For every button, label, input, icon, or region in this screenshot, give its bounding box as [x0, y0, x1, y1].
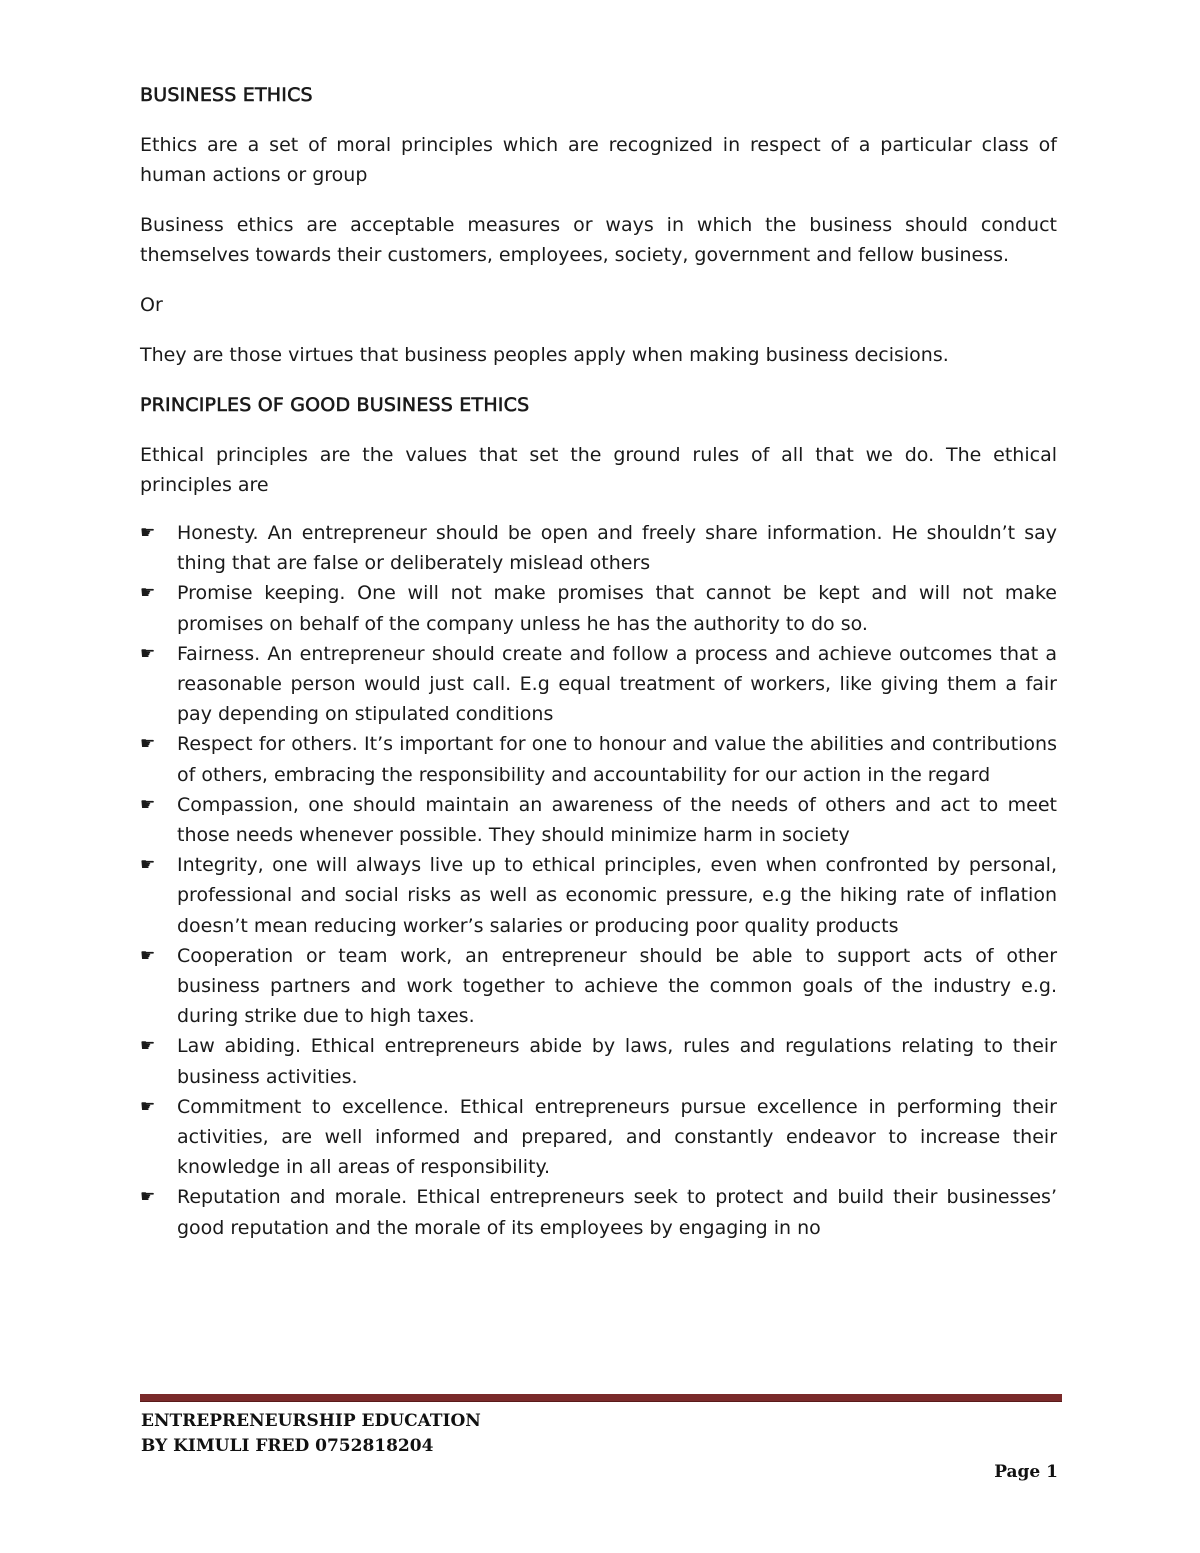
heading-business-ethics: BUSINESS ETHICS [140, 84, 313, 106]
footer-course-title: ENTREPRENEURSHIP EDUCATION [141, 1411, 481, 1431]
pointing-hand-icon: ☛ [140, 734, 156, 755]
pointing-hand-icon: ☛ [140, 643, 156, 664]
pointing-hand-icon: ☛ [140, 583, 156, 604]
pointing-hand-icon: ☛ [140, 1096, 156, 1117]
list-item-text: Law abiding. Ethical entrepreneurs abide by laws, rules and regulations relating to their business activities. [177, 1035, 1057, 1088]
page-number: Page 1 [994, 1462, 1058, 1482]
list-item-text: Cooperation or team work, an entrepreneur should be able to support acts of other business partners and work together to achieve the common goals of the industry e.g. during strike due to high taxes. [177, 944, 1057, 1028]
list-item-text: Fairness. An entrepreneur should create and follow a process and achieve outcomes that a reasonable person would just call. E.g equal treatment of workers, like giving them a fair pay depending on stipulated conditions [177, 642, 1057, 726]
list-item [140, 729, 1057, 789]
list-item-text: Respect for others. It’s important for one to honour and value the abilities and contributions of others, embracing the responsibility and accountability for our action in the regard [177, 733, 1057, 786]
pointing-hand-icon: ☛ [140, 1036, 156, 1057]
list-item-text: Reputation and morale. Ethical entrepreneurs seek to protect and build their businesses’ good reputation and the morale of its employees by engaging in no [177, 1186, 1057, 1239]
principles-list [140, 518, 1057, 1243]
list-item [140, 1031, 1057, 1091]
paragraph-business-ethics-definition: Business ethics are acceptable measures or ways in which the business should conduct themselves towards their customers, employees, society, government and fellow business. [140, 214, 1057, 266]
list-item [140, 941, 1057, 1032]
list-item [140, 578, 1057, 638]
list-item [140, 518, 1057, 578]
paragraph-principles-intro: Ethical principles are the values that set the ground rules of all that we do. The ethical principles are [140, 444, 1057, 496]
paragraph-or: Or [140, 294, 163, 316]
footer-author: BY KIMULI FRED 0752818204 [141, 1436, 434, 1456]
pointing-hand-icon: ☛ [140, 945, 156, 966]
list-item-text: Promise keeping. One will not make promises that cannot be kept and will not make promises on behalf of the company unless he has the authority to do so. [177, 582, 1057, 635]
pointing-hand-icon: ☛ [140, 1187, 156, 1208]
list-item [140, 639, 1057, 730]
list-item-text: Compassion, one should maintain an awareness of the needs of others and act to meet those needs whenever possible. They should minimize harm in society [177, 793, 1057, 847]
list-item [140, 1182, 1057, 1242]
heading-principles: PRINCIPLES OF GOOD BUSINESS ETHICS [140, 394, 530, 416]
list-item [140, 1092, 1057, 1183]
pointing-hand-icon: ☛ [140, 794, 156, 815]
list-item [140, 790, 1057, 850]
paragraph-virtues: They are those virtues that business peoples apply when making business decisions. [140, 344, 949, 366]
paragraph-ethics-definition: Ethics are a set of moral principles which are recognized in respect of a particular class of human actions or group [140, 134, 1057, 186]
footer-divider [140, 1394, 1062, 1402]
list-item-text: Commitment to excellence. Ethical entrepreneurs pursue excellence in performing their activities, are well informed and prepared, and constantly endeavor to increase their knowledge in all areas of responsibility. [177, 1095, 1057, 1179]
pointing-hand-icon: ☛ [140, 855, 156, 876]
pointing-hand-icon: ☛ [140, 523, 156, 543]
list-item-text: Integrity, one will always live up to ethical principles, even when confronted by personal, professional and social risks as well as economic pressure, e.g the hiking rate of inflation doesn’t mean reducing worker’s salaries or producing poor quality products [177, 854, 1057, 937]
list-item [140, 850, 1057, 941]
list-item-text: Honesty. An entrepreneur should be open and freely share information. He shouldn’t say thing that are false or deliberately mislead others [177, 522, 1057, 575]
document-body [140, 80, 1057, 1243]
